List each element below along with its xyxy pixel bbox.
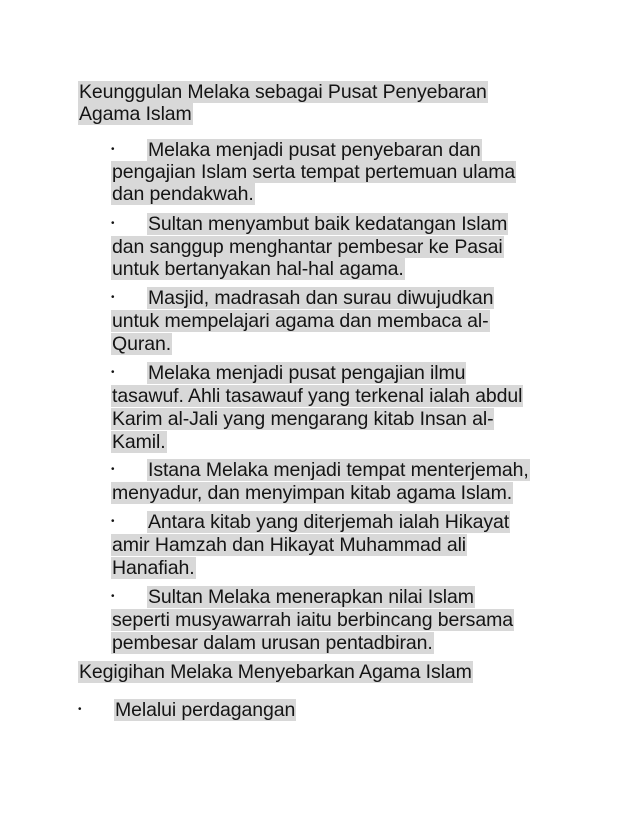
list-item-2-line3: untuk bertanyakan hal-hal agama. — [112, 258, 404, 280]
list-item-7-line3: pembesar dalam urusan pentadbiran. — [112, 632, 433, 654]
list-item-7-line2: seperti musyawarrah iaitu berbincang bersama — [112, 609, 513, 631]
bullet-icon: • — [111, 367, 115, 378]
section2-list-item-1: Melalui perdagangan — [115, 699, 296, 721]
list-item-1-line1: Melaka menjadi pusat penyebaran dan — [148, 139, 481, 161]
list-item-5-line1: Istana Melaka menjadi tempat menterjemah, — [148, 459, 529, 481]
list-item-1-line2: pengajian Islam serta tempat pertemuan ulama — [112, 161, 516, 183]
list-item-4-line4: Kamil. — [112, 431, 166, 453]
bullet-icon: • — [111, 292, 115, 303]
list-item-1-line3: dan pendakwah. — [112, 183, 254, 205]
list-item-4-line1: Melaka menjadi pusat pengajian ilmu — [148, 362, 466, 384]
list-item-4-line2: tasawuf. Ahli tasawauf yang terkenal ialah abdul — [112, 385, 523, 407]
list-item-6-line1: Antara kitab yang diterjemah ialah Hikayat — [148, 511, 510, 533]
list-item-3-line1: Masjid, madrasah dan surau diwujudkan — [148, 287, 494, 309]
list-item-4-line3: Karim al-Jali yang mengarang kitab Insan al- — [112, 408, 494, 430]
bullet-icon: • — [111, 516, 115, 527]
list-item-3-line3: Quran. — [112, 333, 172, 355]
bullet-icon: • — [111, 464, 115, 475]
list-item-5-line2: menyadur, dan menyimpan kitab agama Islam. — [112, 482, 513, 504]
list-item-3-line2: untuk mempelajari agama dan membaca al- — [112, 310, 489, 332]
bullet-icon: • — [111, 218, 115, 229]
list-item-2-line1: Sultan menyambut baik kedatangan Islam — [148, 213, 508, 235]
bullet-icon: • — [111, 591, 115, 602]
bullet-icon: • — [78, 704, 82, 715]
section1-heading-line2: Agama Islam — [79, 103, 192, 125]
list-item-6-line3: Hanafiah. — [112, 557, 195, 579]
section1-heading-line1: Keunggulan Melaka sebagai Pusat Penyebaran — [79, 81, 487, 103]
list-item-7-line1: Sultan Melaka menerapkan nilai Islam — [148, 586, 474, 608]
list-item-2-line2: dan sanggup menghantar pembesar ke Pasai — [112, 236, 503, 258]
list-item-6-line2: amir Hamzah dan Hikayat Muhammad ali — [112, 534, 467, 556]
section2-heading: Kegigihan Melaka Menyebarkan Agama Islam — [79, 661, 472, 683]
bullet-icon: • — [111, 144, 115, 155]
